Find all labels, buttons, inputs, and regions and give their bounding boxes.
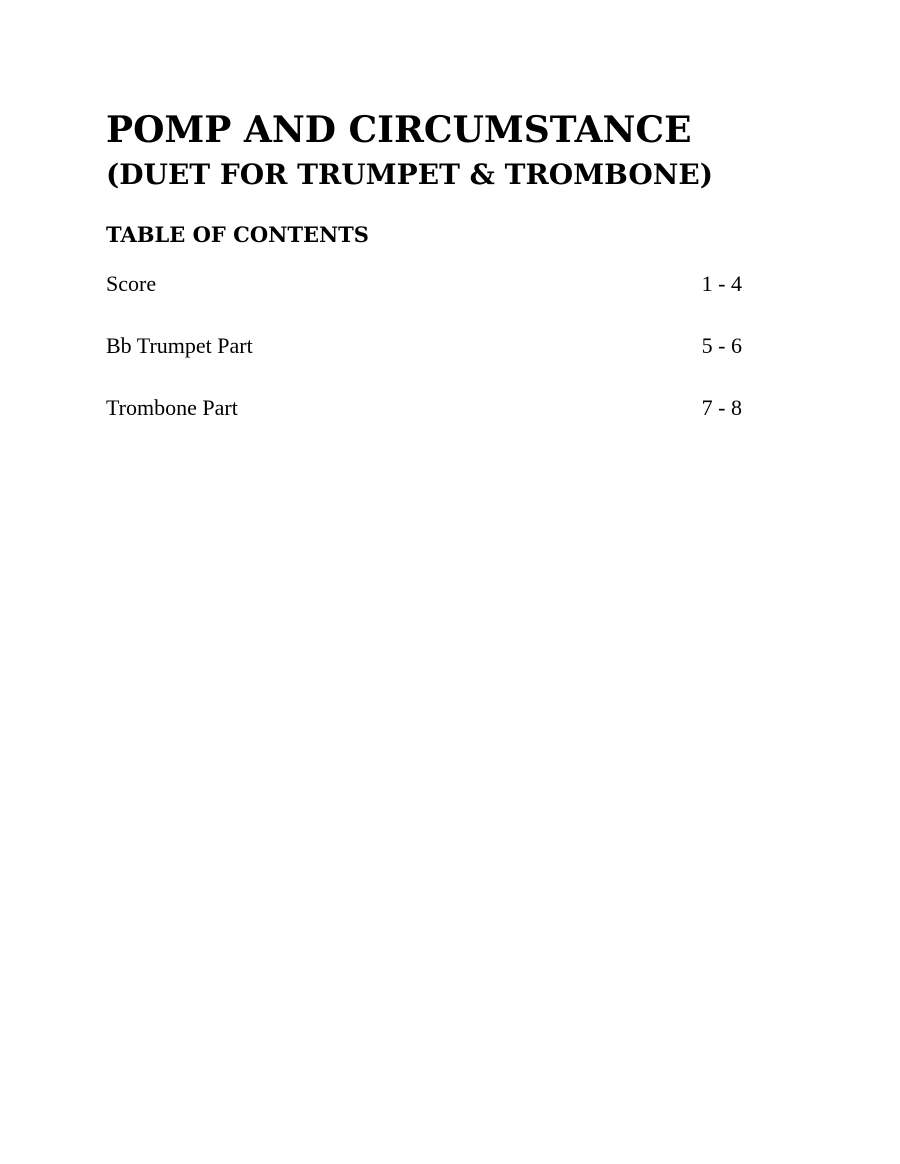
toc-entry-score <box>106 267 742 329</box>
toc-entry-pages: 5 - 6 <box>701 333 742 358</box>
table-of-contents <box>106 267 742 453</box>
toc-entry-label: Score <box>106 271 157 296</box>
toc-entry-pages: 7 - 8 <box>701 395 742 420</box>
page-title: POMP AND CIRCUMSTANCE <box>106 109 692 151</box>
toc-entry-label: Bb Trumpet Part <box>106 333 253 358</box>
toc-entry-trombone-part <box>106 391 742 453</box>
toc-entry-label: Trombone Part <box>106 395 238 420</box>
toc-entry-pages: 1 - 4 <box>701 271 742 296</box>
toc-heading: TABLE OF CONTENTS <box>106 222 369 247</box>
toc-entry-trumpet-part <box>106 329 742 391</box>
page-subtitle: (DUET FOR TRUMPET & TROMBONE) <box>106 158 713 191</box>
